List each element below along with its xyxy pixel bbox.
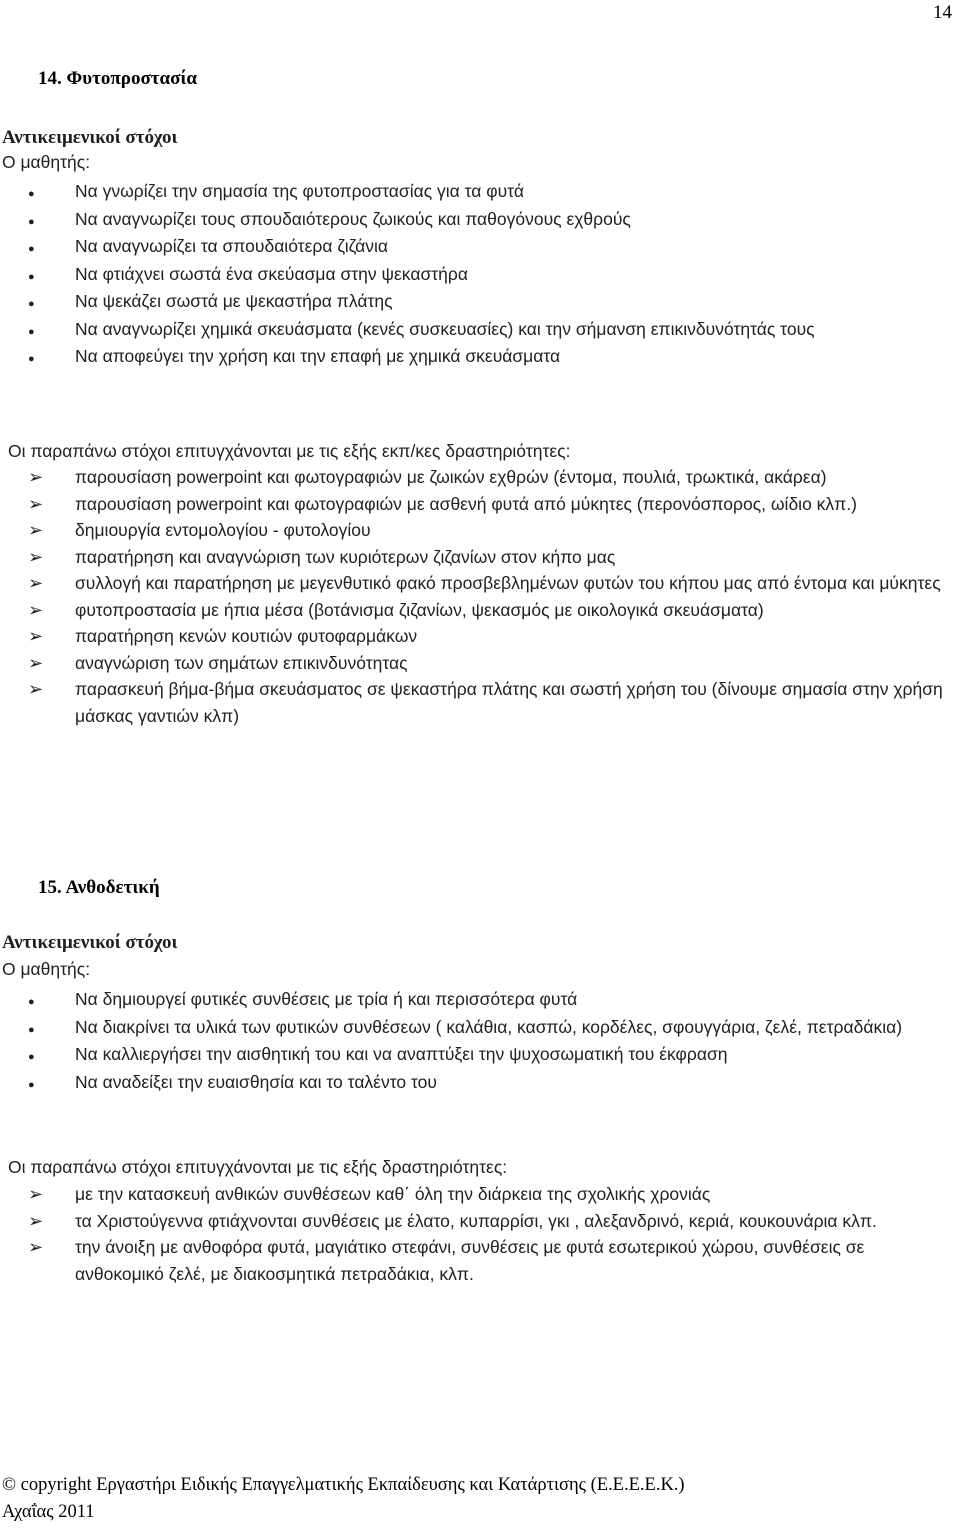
list-item: ➢ φυτοπροστασία με ήπια μέσα (βοτάνισμα ζιζανίων, ψεκασμός με οικολογικά σκευάσματα) xyxy=(0,597,950,624)
footer-copyright: © copyright Εργαστήρι Ειδικής Επαγγελματικής Εκπαίδευσης και Κατάρτισης (Ε.Ε.Ε.Ε.Κ.) xyxy=(2,1475,685,1495)
arrow-bullet-icon xyxy=(28,464,43,491)
list-item: ➢ την άνοιξη με ανθοφόρα φυτά, μαγιάτικο στεφάνι, συνθέσεις με φυτά εσωτερικού χώρου, συνθέσεις σε ανθοκομικό ζελέ, με διακοσμητικά πετραδάκια, κλπ. xyxy=(0,1234,950,1287)
bullet-icon xyxy=(28,178,35,209)
list-item: ● Να φτιάχνει σωστά ένα σκεύασμα στην ψεκαστήρα xyxy=(0,261,950,289)
arrow-bullet-icon xyxy=(28,1208,43,1235)
arrow-bullet-icon xyxy=(28,570,43,597)
page-number: 14 xyxy=(933,2,952,23)
bullet-icon xyxy=(28,206,35,237)
list-item: ➢ παρατήρηση κενών κουτιών φυτοφαρμάκων xyxy=(0,623,950,650)
list-item: ➢ παρατήρηση και αναγνώριση των κυριότερων ζιζανίων στον κήπο μας xyxy=(0,544,950,571)
arrow-bullet-icon xyxy=(28,676,43,703)
bullet-icon xyxy=(28,288,35,319)
list-item: ● Να αποφεύγει την χρήση και την επαφή με χημικά σκευάσματα xyxy=(0,343,950,371)
bullet-icon xyxy=(28,986,35,1017)
section-14-objectives-list xyxy=(0,178,950,371)
bullet-icon xyxy=(28,343,35,374)
arrow-bullet-icon xyxy=(28,650,43,677)
list-item: ➢ με την κατασκευή ανθικών συνθέσεων καθ΄ όλη την διάρκεια της σχολικής χρονιάς xyxy=(0,1181,950,1208)
list-item: ➢ τα Χριστούγεννα φτιάχνονται συνθέσεις με έλατο, κυπαρρίσι, γκι , αλεξανδρινό, κεριά, κουκουνάρια κλπ. xyxy=(0,1208,950,1235)
list-item: ● Να ψεκάζει σωστά με ψεκαστήρα πλάτης xyxy=(0,288,950,316)
section-14-title: 14. Φυτοπροστασία xyxy=(38,68,197,89)
section-14-objectives-heading: Αντικειμενικοί στόχοι xyxy=(2,127,178,148)
list-item: ➢ παρασκευή βήμα-βήμα σκευάσματος σε ψεκαστήρα πλάτης και σωστή χρήση του (δίνουμε σημασία στην χρήση μάσκας γαντιών κλπ) xyxy=(0,676,950,729)
list-item: ● Να διακρίνει τα υλικά των φυτικών συνθέσεων ( καλάθια, κασπώ, κορδέλες, σφουγγάρια, ζελέ, πετραδάκια) xyxy=(0,1014,950,1042)
list-item: ● Να αναγνωρίζει χημικά σκευάσματα (κενές συσκευασίες) και την σήμανση επικινδυνότητάς τους xyxy=(0,316,950,344)
bullet-icon xyxy=(28,233,35,264)
bullet-icon xyxy=(28,1069,35,1100)
section-14-activities-list xyxy=(0,464,950,729)
list-item: ● Να γνωρίζει την σημασία της φυτοπροστασίας για τα φυτά xyxy=(0,178,950,206)
list-item: ➢ παρουσίαση powerpoint και φωτογραφιών με ζωικών εχθρών (έντομα, πουλιά, τρωκτικά, ακάρεα) xyxy=(0,464,950,491)
section-14-student-label: Ο μαθητής: xyxy=(2,152,91,172)
section-15-objectives-heading: Αντικειμενικοί στόχοι xyxy=(2,932,178,953)
arrow-bullet-icon xyxy=(28,597,43,624)
section-14-activities-intro: Οι παραπάνω στόχοι επιτυγχάνονται με τις εξής εκπ/κες δραστηριότητες: xyxy=(8,441,571,461)
section-15-student-label: Ο μαθητής: xyxy=(2,959,91,979)
list-item: ➢ συλλογή και παρατήρηση με μεγενθυτικό φακό προσβεβλημένων φυτών του κήπου μας από έντομα και μύκητες xyxy=(0,570,950,597)
arrow-bullet-icon xyxy=(28,1181,43,1208)
arrow-bullet-icon xyxy=(28,623,43,650)
arrow-bullet-icon xyxy=(28,544,43,571)
list-item: ➢ δημιουργία εντομολογίου - φυτολογίου xyxy=(0,517,950,544)
bullet-icon xyxy=(28,316,35,347)
arrow-bullet-icon xyxy=(28,1234,43,1261)
bullet-icon xyxy=(28,261,35,292)
list-item: ● Να αναγνωρίζει τα σπουδαιότερα ζιζάνια xyxy=(0,233,950,261)
list-item: ● Να δημιουργεί φυτικές συνθέσεις με τρία ή και περισσότερα φυτά xyxy=(0,986,950,1014)
list-item: ● Να αναγνωρίζει τους σπουδαιότερους ζωικούς και παθογόνους εχθρούς xyxy=(0,206,950,234)
list-item: ● Να αναδείξει την ευαισθησία και το ταλέντο του xyxy=(0,1069,950,1097)
list-item: ➢ παρουσίαση powerpoint και φωτογραφιών με ασθενή φυτά από μύκητες (περονόσπορος, ωίδιο κλπ.) xyxy=(0,491,950,518)
list-item: ● Να καλλιεργήσει την αισθητική του και να αναπτύξει την ψυχοσωματική του έκφραση xyxy=(0,1041,950,1069)
list-item: ➢ αναγνώριση των σημάτων επικινδυνότητας xyxy=(0,650,950,677)
footer-location-year: Αχαΐας 2011 xyxy=(2,1502,95,1522)
section-15-activities-list xyxy=(0,1181,950,1287)
arrow-bullet-icon xyxy=(28,517,43,544)
bullet-icon xyxy=(28,1014,35,1045)
arrow-bullet-icon xyxy=(28,491,43,518)
bullet-icon xyxy=(28,1041,35,1072)
section-15-activities-intro: Οι παραπάνω στόχοι επιτυγχάνονται με τις εξής δραστηριότητες: xyxy=(8,1157,508,1177)
section-15-title: 15. Ανθοδετική xyxy=(38,877,160,898)
section-15-objectives-list xyxy=(0,986,950,1096)
